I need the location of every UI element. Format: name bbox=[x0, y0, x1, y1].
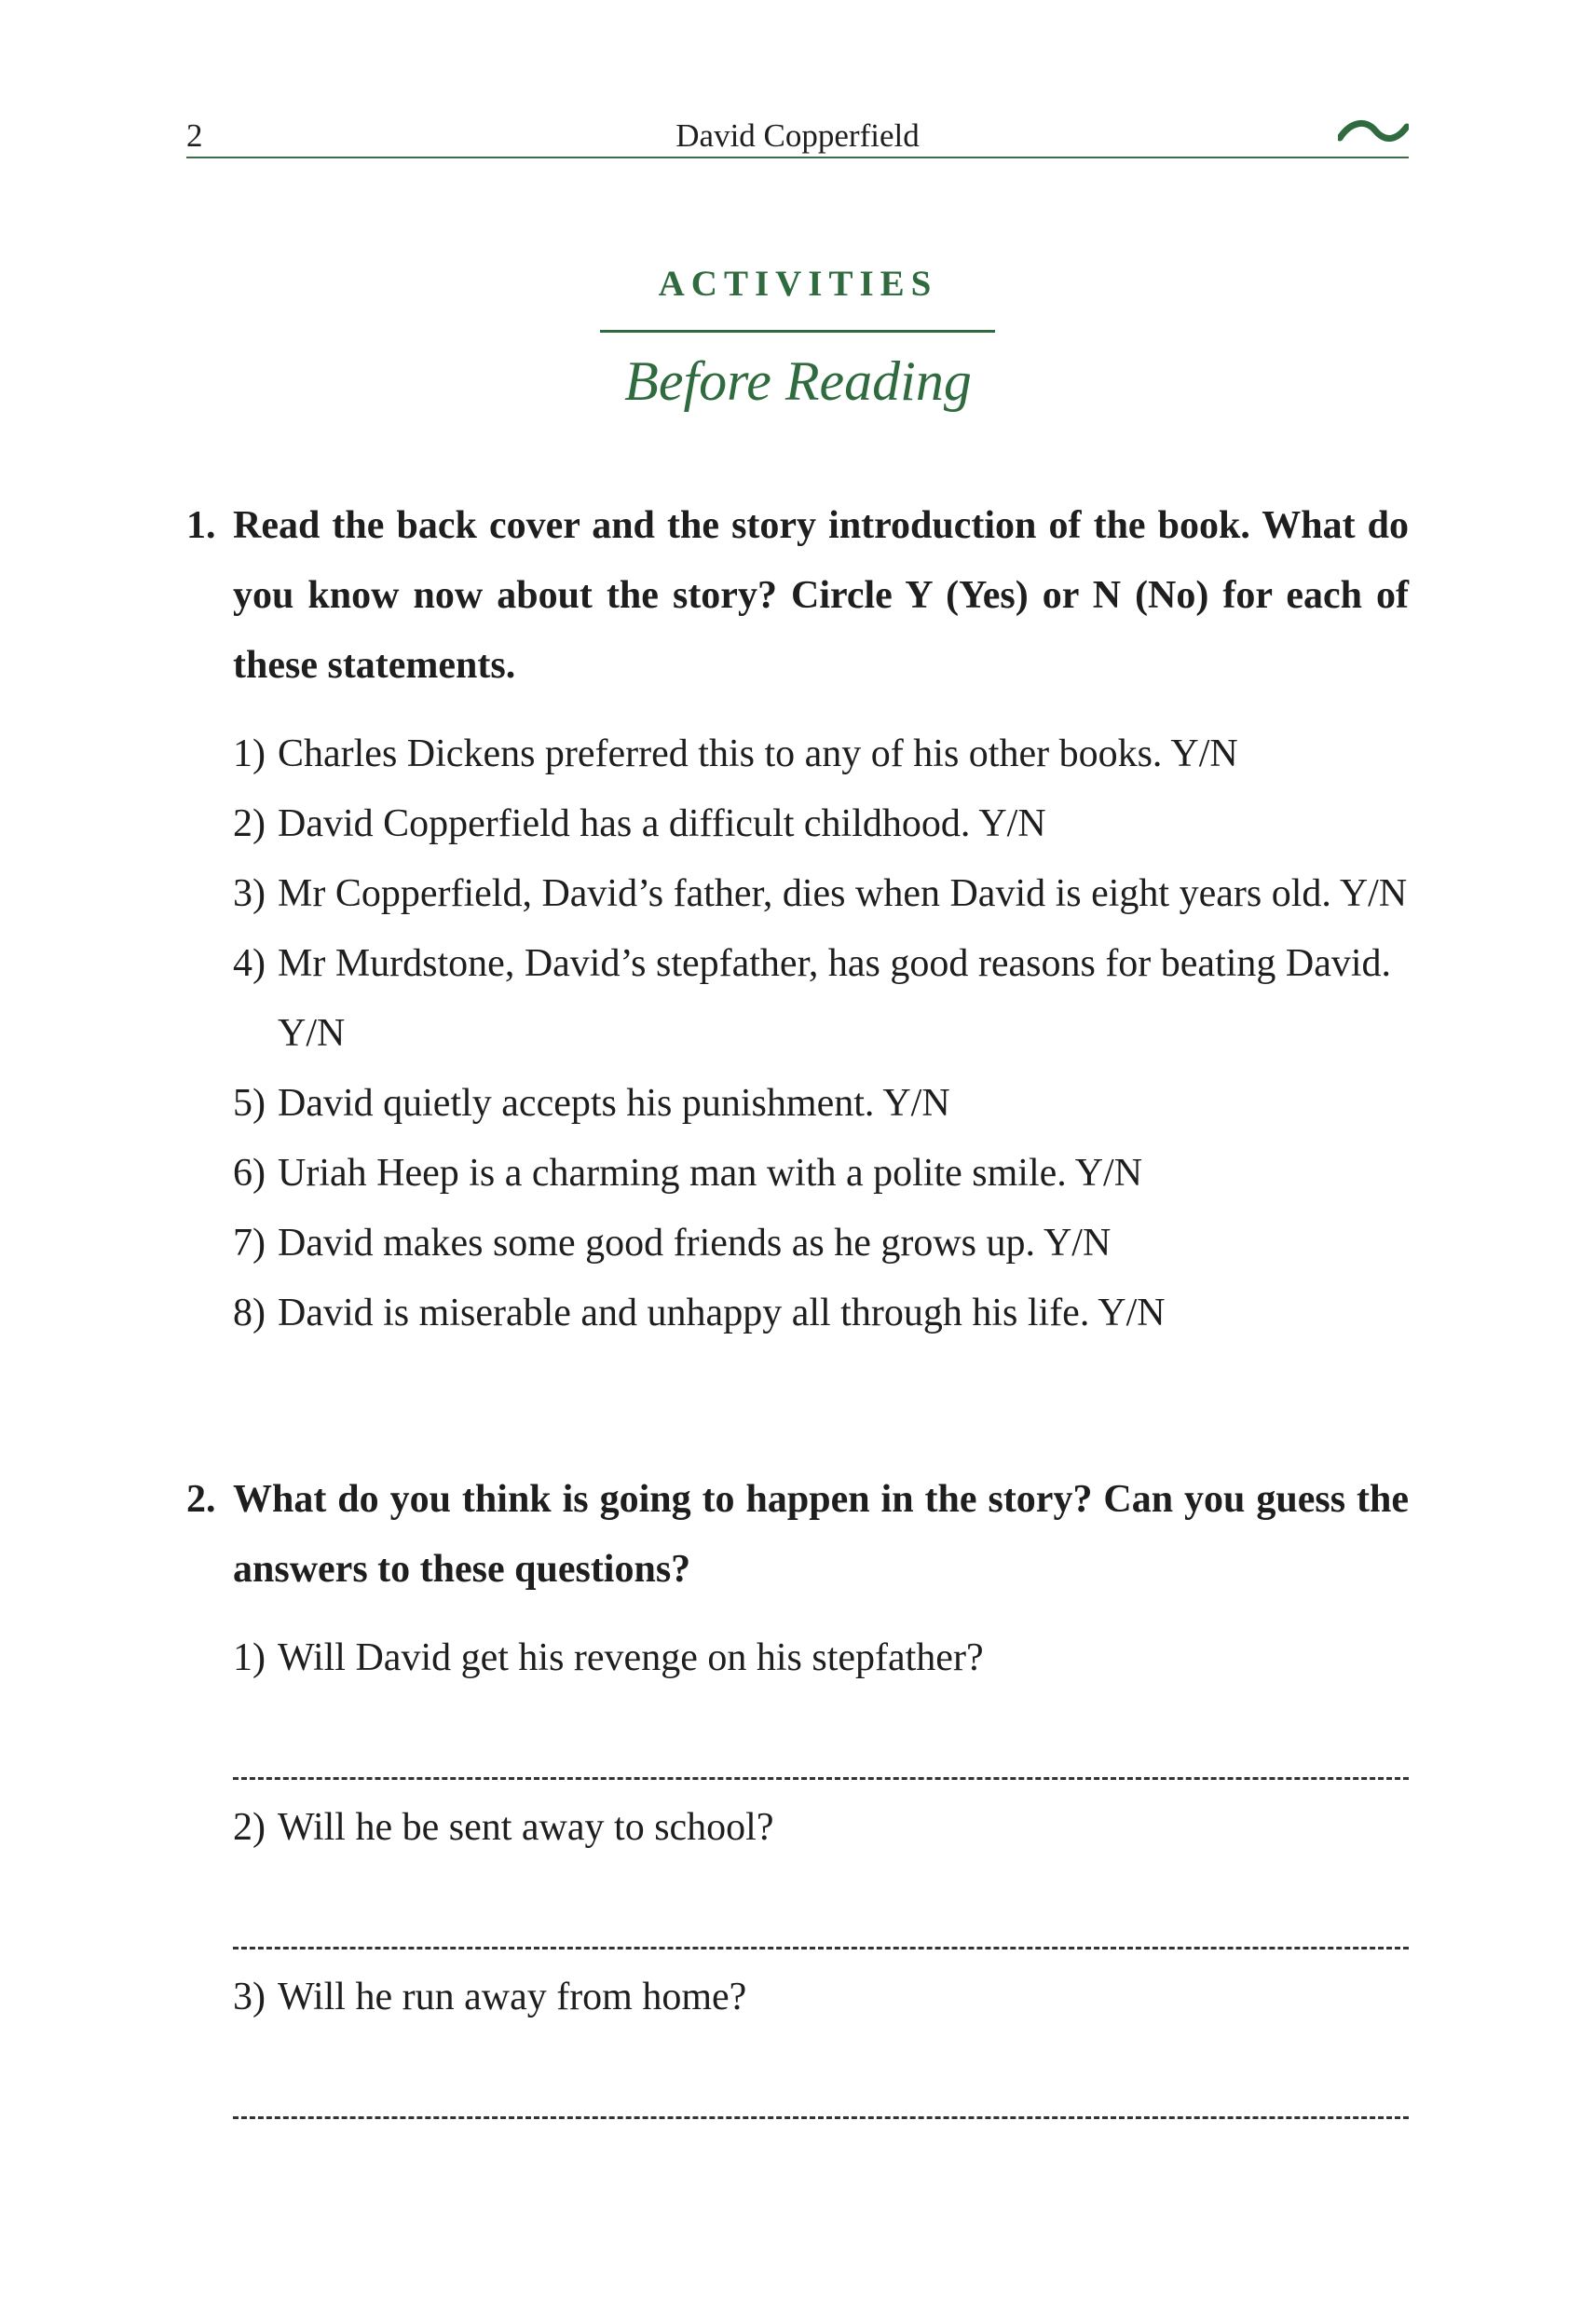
running-header bbox=[186, 110, 1409, 157]
question-number: 2. bbox=[186, 1478, 216, 1521]
tilde-ornament-icon bbox=[1338, 114, 1409, 151]
header-rule bbox=[186, 157, 1409, 158]
statement-number: 5) bbox=[233, 1082, 266, 1125]
statement-text: David makes some good friends as he grows up. Y/N bbox=[278, 1222, 1112, 1265]
statement-number: 4) bbox=[233, 942, 266, 985]
statement-text: Mr Murdstone, David’s stepfather, has good reasons for beating David. Y/N bbox=[278, 942, 1392, 1055]
statement-list bbox=[233, 719, 1409, 1348]
statement-number: 6) bbox=[233, 1152, 266, 1195]
question-list bbox=[233, 1623, 1409, 2119]
statement-text: David is miserable and unhappy all through his life. Y/N bbox=[278, 1292, 1166, 1334]
question-item bbox=[233, 1623, 1409, 1693]
section-divider bbox=[600, 330, 995, 333]
statement-item bbox=[233, 859, 1409, 929]
question-item-number: 3) bbox=[233, 1976, 266, 2018]
statement-text: Uriah Heep is a charming man with a polite smile. Y/N bbox=[278, 1152, 1143, 1195]
question-item bbox=[233, 1793, 1409, 1863]
page-number: 2 bbox=[186, 117, 203, 154]
statement-text: Mr Copperfield, David’s father, dies when David is eight years old. Y/N bbox=[278, 872, 1408, 915]
statement-item bbox=[233, 789, 1409, 859]
statement-item bbox=[233, 1279, 1409, 1348]
statement-number: 1) bbox=[233, 732, 266, 775]
statement-item bbox=[233, 1139, 1409, 1209]
question-number: 1. bbox=[186, 504, 216, 547]
statement-number: 3) bbox=[233, 872, 266, 915]
question-item-text: Will he be sent away to school? bbox=[278, 1806, 774, 1849]
book-title: David Copperfield bbox=[675, 117, 920, 154]
statement-number: 7) bbox=[233, 1222, 266, 1265]
question-2 bbox=[186, 1465, 1409, 2121]
question-item-number: 2) bbox=[233, 1806, 266, 1849]
statement-text: David Copperfield has a difficult childhood. Y/N bbox=[278, 802, 1046, 845]
statement-number: 8) bbox=[233, 1292, 266, 1334]
section-label: ACTIVITIES bbox=[658, 264, 938, 304]
answer-line[interactable] bbox=[233, 2116, 1409, 2119]
statement-item bbox=[233, 929, 1409, 1069]
answer-line[interactable] bbox=[233, 1777, 1409, 1780]
question-text: What do you think is going to happen in the story? Can you guess the answers to these questions? bbox=[233, 1478, 1409, 1591]
question-text: Read the back cover and the story introduction of the book. What do you know now about the story? Circle Y (Yes) or N (No) for each of these statements. bbox=[233, 504, 1409, 687]
question-item-text: Will he run away from home? bbox=[278, 1976, 747, 2018]
question-1 bbox=[186, 491, 1409, 1348]
statement-item bbox=[233, 1209, 1409, 1279]
question-item bbox=[233, 1963, 1409, 2032]
statement-text: David quietly accepts his punishment. Y/N bbox=[278, 1082, 950, 1125]
statement-item bbox=[233, 719, 1409, 789]
section-subtitle: Before Reading bbox=[624, 350, 972, 412]
statement-number: 2) bbox=[233, 802, 266, 845]
question-item-number: 1) bbox=[233, 1636, 266, 1679]
question-item-text: Will David get his revenge on his stepfather? bbox=[278, 1636, 984, 1679]
answer-line[interactable] bbox=[233, 1947, 1409, 1949]
statement-item bbox=[233, 1069, 1409, 1139]
statement-text: Charles Dickens preferred this to any of his other books. Y/N bbox=[278, 732, 1238, 775]
